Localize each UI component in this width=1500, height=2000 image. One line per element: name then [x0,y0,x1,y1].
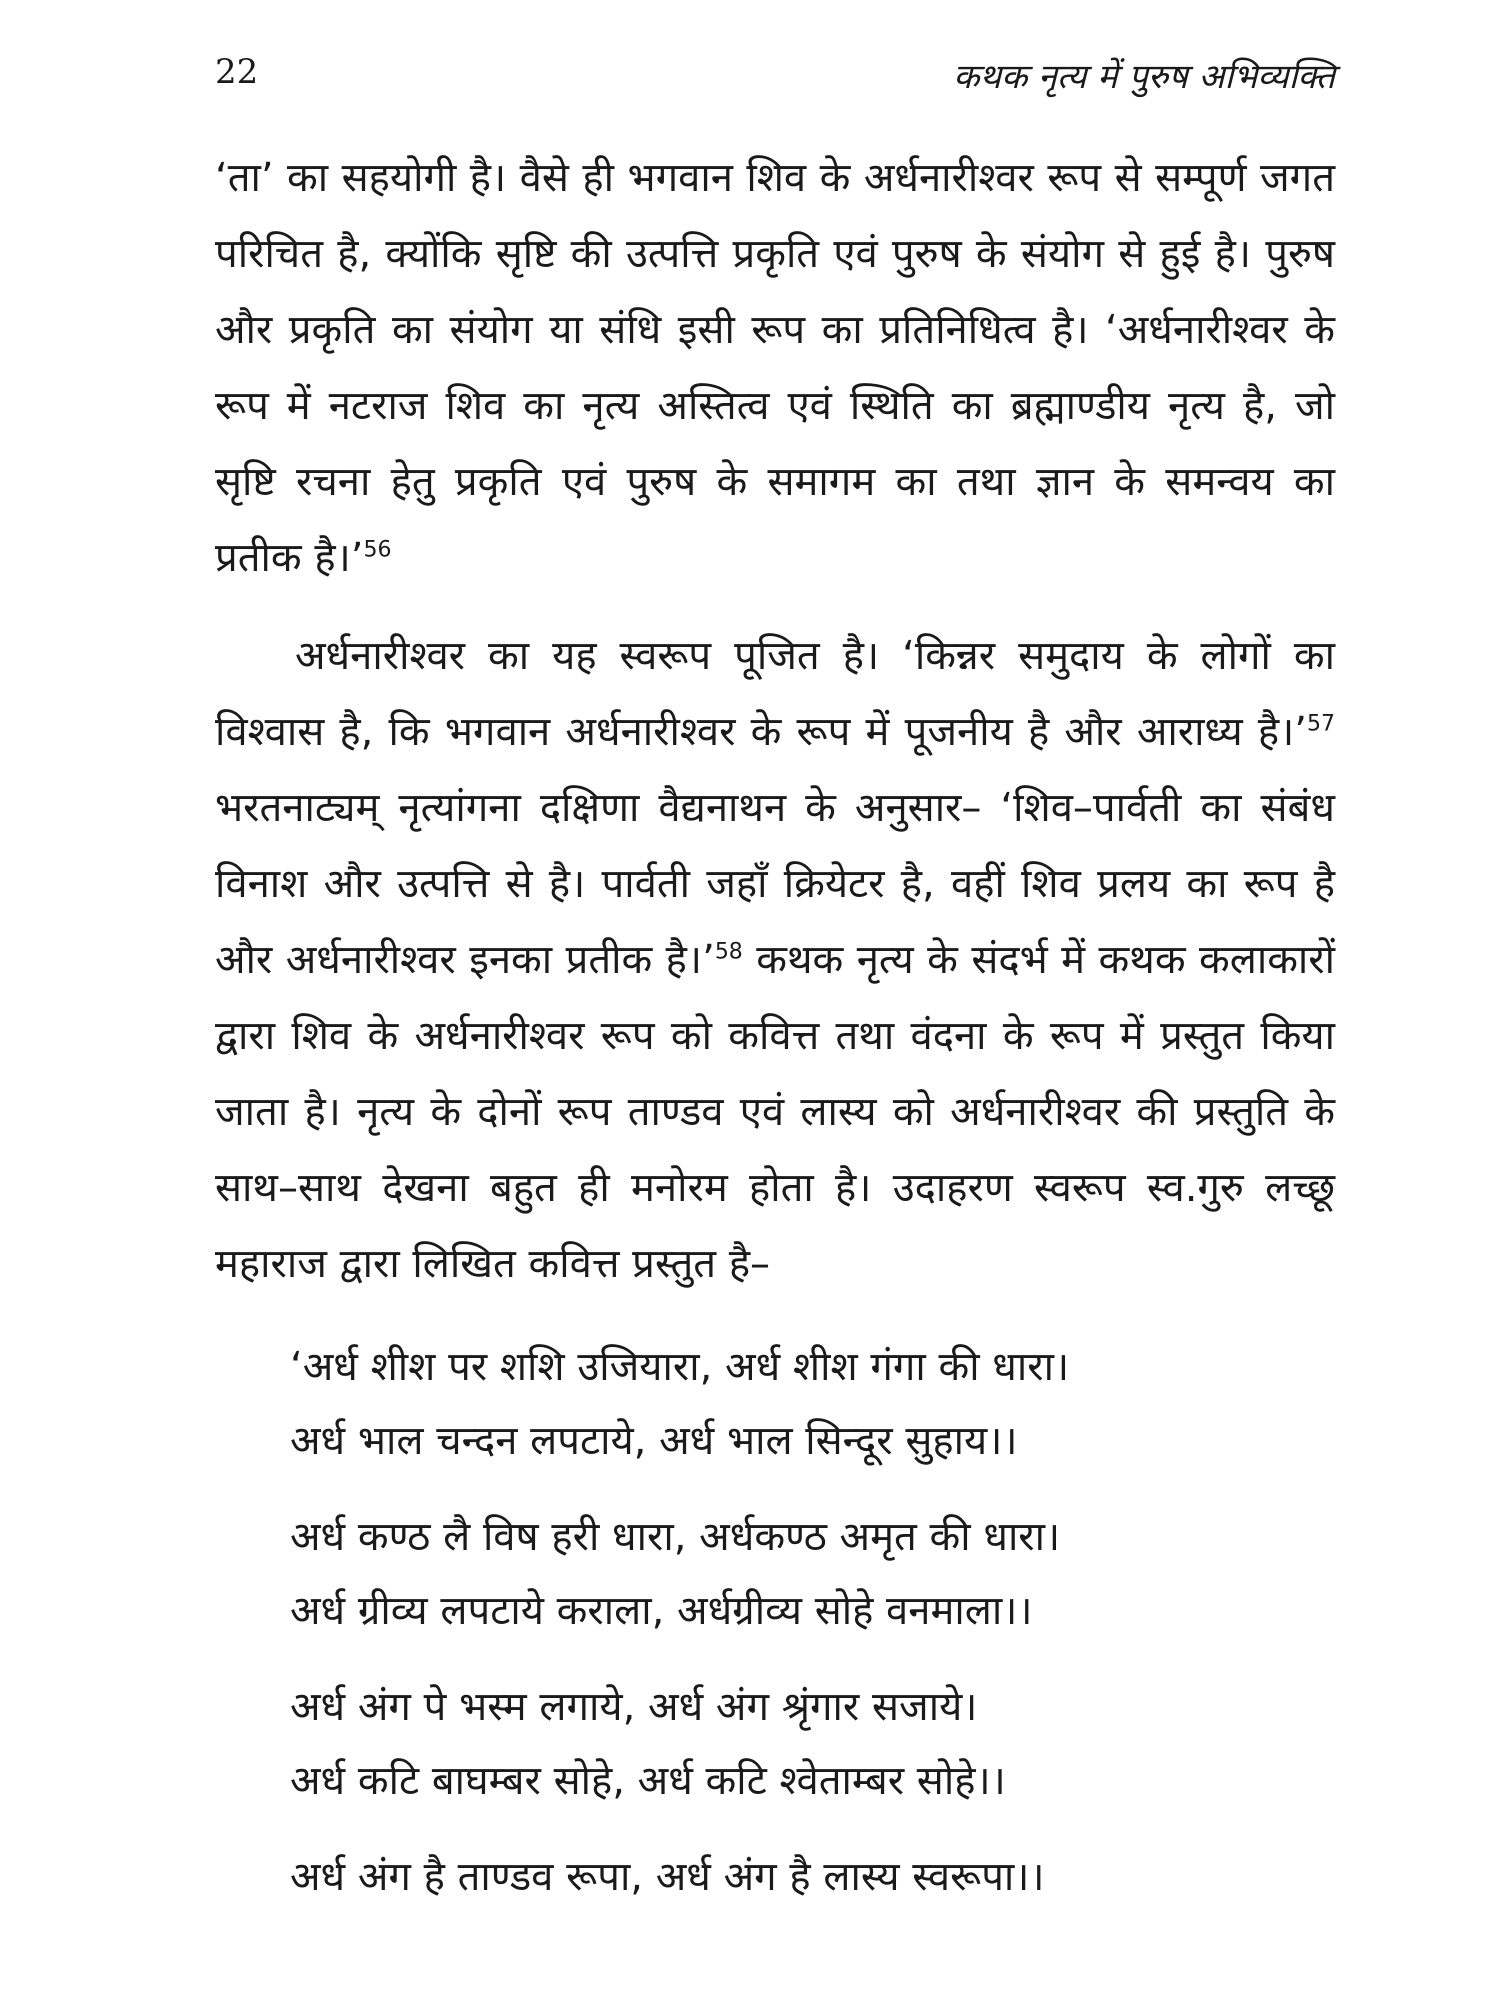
page-body [215,140,1335,1936]
page-number: 22 [215,52,259,92]
paragraph-1 [215,140,1335,596]
verse-line: अर्ध कटि बाघम्बर सोहे, अर्ध कटि श्वेताम्बर सोहे।। [290,1758,1006,1804]
verse-line: अर्ध भाल चन्दन लपटाये, अर्ध भाल सिन्दूर सुहाय।। [290,1418,1018,1464]
paragraph-text: कथक नृत्य के संदर्भ में कथक कलाकारों द्वारा शिव के अर्धनारीश्वर रूप को कवित्त तथा वंदना के रूप में प्रस्तुत किया जाता है। नृत्य के दोनों रूप ताण्डव एवं लास्य को अर्धनारीश्वर की प्रस्तुति के साथ–साथ देखना बहुत ही मनोरम होता है। उदाहरण स्वरूप स्व.गुरु लच्छू महाराज द्वारा लिखित कवित्त प्रस्तुत है– [215,937,1336,1287]
verse-stanza [290,1330,1335,1478]
verse-stanza [290,1840,1335,1914]
verse-line: अर्ध अंग पे भस्म लगाये, अर्ध अंग श्रृंगार सजाये। [290,1684,978,1730]
footnote-ref: 57 [1307,711,1335,737]
verse-line: ‘अर्ध शीश पर शशि उजियारा, अर्ध शीश गंगा की धारा। [290,1344,1070,1390]
verse-line: अर्ध कण्ठ लै विष हरी धारा, अर्धकण्ठ अमृत की धारा। [290,1514,1061,1560]
footnote-ref: 58 [714,939,743,965]
paragraph-text: अर्धनारीश्वर का यह स्वरूप पूजित है। ‘किन्नर समुदाय के लोगों का विश्वास है, कि भगवान अर्धनारीश्वर के रूप में पूजनीय है और आराध्य है।’ [215,633,1335,755]
verse-line: अर्ध अंग है ताण्डव रूपा, अर्ध अंग है लास्य स्वरूपा।। [290,1854,1045,1900]
paragraph-text: ‘ता’ का सहयोगी है। वैसे ही भगवान शिव के अर्धनारीश्वर रूप से सम्पूर्ण जगत परिचित है, क्योंकि सृष्टि की उत्पत्ति प्रकृति एवं पुरुष के संयोग से हुई है। पुरुष और प्रकृति का संयोग या संधि इसी रूप का प्रतिनिधित्व है। ‘अर्धनारीश्वर के रूप में नटराज शिव का नृत्य अस्तित्व एवं स्थिति का ब्रह्माण्डीय नृत्य है, जो सृष्टि रचना हेतु प्रकृति एवं पुरुष के समागम का तथा ज्ञान के समन्वय का प्रतीक है।’ [215,155,1335,581]
paragraph-2 [215,618,1335,1302]
kavitt-verse [215,1330,1335,1914]
verse-line: अर्ध ग्रीव्य लपटाये कराला, अर्धग्रीव्य सोहे वनमाला।। [290,1588,1033,1634]
paragraph-text: भरतनाट्यम् नृत्यांगना दक्षिणा वैद्यनाथन के अनुसार– ‘शिव–पार्वती का संबंध विनाश और उत्पत्ति से है। पार्वती जहाँ क्रियेटर है, वहीं शिव प्रलय का रूप है और अर्धनारीश्वर इनका प्रतीक है।’ [215,785,1335,983]
verse-stanza [290,1670,1335,1818]
running-title: कथक नृत्य में पुरुष अभिव्यक्ति [953,57,1335,97]
verse-stanza [290,1500,1335,1648]
footnote-ref: 56 [363,537,392,563]
page-header [215,52,1335,112]
